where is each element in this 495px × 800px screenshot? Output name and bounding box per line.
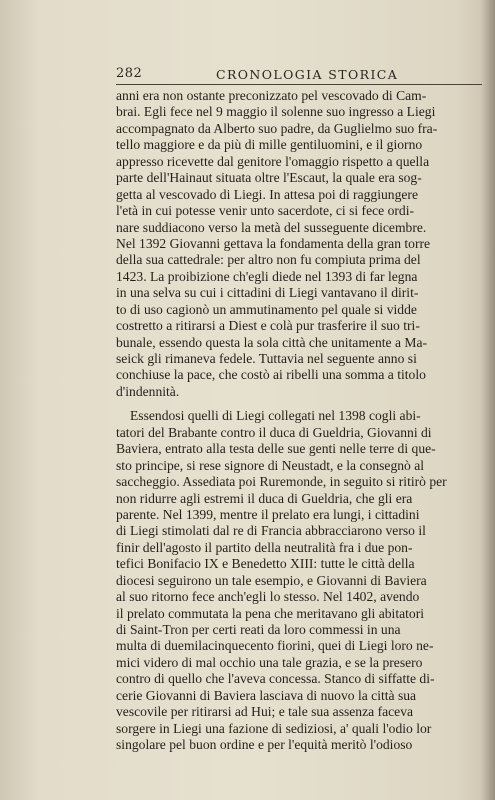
text-line: cerie Giovanni di Baviera lasciava di nuovo la città sua	[116, 687, 417, 703]
text-line: tatori del Brabante contro il duca di Gueldria, Giovanni di	[116, 424, 432, 440]
text-line: d'indennità.	[116, 383, 180, 399]
text-line: saccheggio. Assediata poi Ruremonde, in seguito si ritirò per	[116, 474, 447, 490]
paragraph-gap	[116, 400, 492, 408]
text-line: al suo ritorno fece anch'egli lo stesso. Nel 1402, avendo	[116, 589, 420, 605]
text-line: multa di duemilacinquecento fiorini, quei di Liegi loro ne-	[116, 638, 434, 654]
body-text	[116, 88, 492, 754]
text-line: in una selva su cui i cittadini di Liegi vantavano il dirit-	[116, 285, 419, 301]
text-line: sorgere in Liegi una fazione di sediziosi, a' quali l'odio lor	[116, 720, 432, 736]
page-number: 282	[116, 66, 143, 81]
text-line: parte dell'Hainaut situata oltre l'Escaut, la quale era sog-	[116, 170, 422, 186]
text-line: to di uso cagionò un ammutinamento pel quale si vidde	[116, 301, 417, 317]
text-line: mici videro di mal occhio una tale grazia, e se la presero	[116, 654, 423, 670]
text-line: finir dell'agosto il partito della neutralità fra i due pon-	[116, 539, 413, 555]
text-line: tefici Bonifacio IX e Benedetto XIII: tutte le città della	[116, 556, 415, 572]
text-line: costretto a ritirarsi a Diest e colà pur trasferire il suo tri-	[116, 318, 420, 334]
header-rule	[116, 84, 482, 85]
text-line: tello maggiore e da più di mille gentiluomini, e il giorno	[116, 137, 423, 153]
text-line: conchiuse la pace, che costò ai ribelli una somma a titolo	[116, 367, 426, 383]
text-line: sto principe, si rese signore di Neustadt, e la consegnò al	[116, 457, 425, 473]
page-header	[116, 66, 488, 84]
text-line: il prelato commutata la pena che meritavano gli abitatori	[116, 605, 425, 621]
text-line: Baviera, entrato alla testa delle sue genti nelle terre di que-	[116, 441, 436, 457]
text-line: accompagnato da Alberto suo padre, da Guglielmo suo fra-	[116, 120, 438, 136]
paragraph	[116, 88, 492, 400]
text-line: seick gli rimaneva fedele. Tuttavia nel seguente anno si	[116, 351, 417, 366]
running-title: CRONOLOGIA STORICA	[216, 67, 399, 82]
text-line: 1423. La proibizione ch'egli diede nel 1393 di far legna	[116, 268, 418, 284]
text-line: brai. Egli fece nel 9 maggio il solenne suo ingresso a Liegi	[116, 104, 436, 120]
text-line: Essendosi quelli di Liegi collegati nel 1398 cogli abi-	[130, 408, 421, 424]
text-line: l'età in cui potesse venir unto sacerdote, ci si fece ordi-	[116, 203, 415, 219]
text-line: Nel 1392 Giovanni gettava la fondamenta della gran torre	[116, 235, 431, 251]
text-line: appresso ricevette dal genitore l'omaggio rispetto a quella	[116, 153, 430, 169]
text-line: parente. Nel 1399, mentre il prelato era lungi, i cittadini	[116, 506, 420, 522]
text-line: bunale, essendo questa la sola città che unitamente a Ma-	[116, 334, 428, 350]
text-line: di Liegi stimolati dal re di Francia abbracciarono verso il	[116, 523, 426, 539]
text-line: vescovile per ritirarsi ad Hui; e tale sua assenza faceva	[116, 704, 414, 720]
text-line: getta al vescovado di Liegi. In attesa poi di raggiungere	[116, 186, 418, 202]
text-line: di Saint-Tron per certi reati da loro commessi in una	[116, 622, 401, 637]
text-line: nare suddiacono verso la metà del susseguente dicembre.	[116, 219, 427, 235]
text-line: singolare pel buon ordine e per l'equità meritò l'odioso	[116, 737, 413, 753]
text-line: non ridurre agli estremi il duca di Gueldria, che gli era	[116, 490, 413, 506]
paragraph	[116, 408, 492, 753]
text-line: della sua cattedrale: per altro non fu compiuta prima del	[116, 252, 421, 268]
text-line: contro di quello che l'aveva concessa. Stanco di siffatte di-	[116, 671, 435, 687]
text-line: diocesi seguirono un tale esempio, e Giovanni di Baviera	[116, 572, 427, 588]
text-line: anni era non ostante preconizzato pel vescovado di Cam-	[116, 88, 427, 103]
